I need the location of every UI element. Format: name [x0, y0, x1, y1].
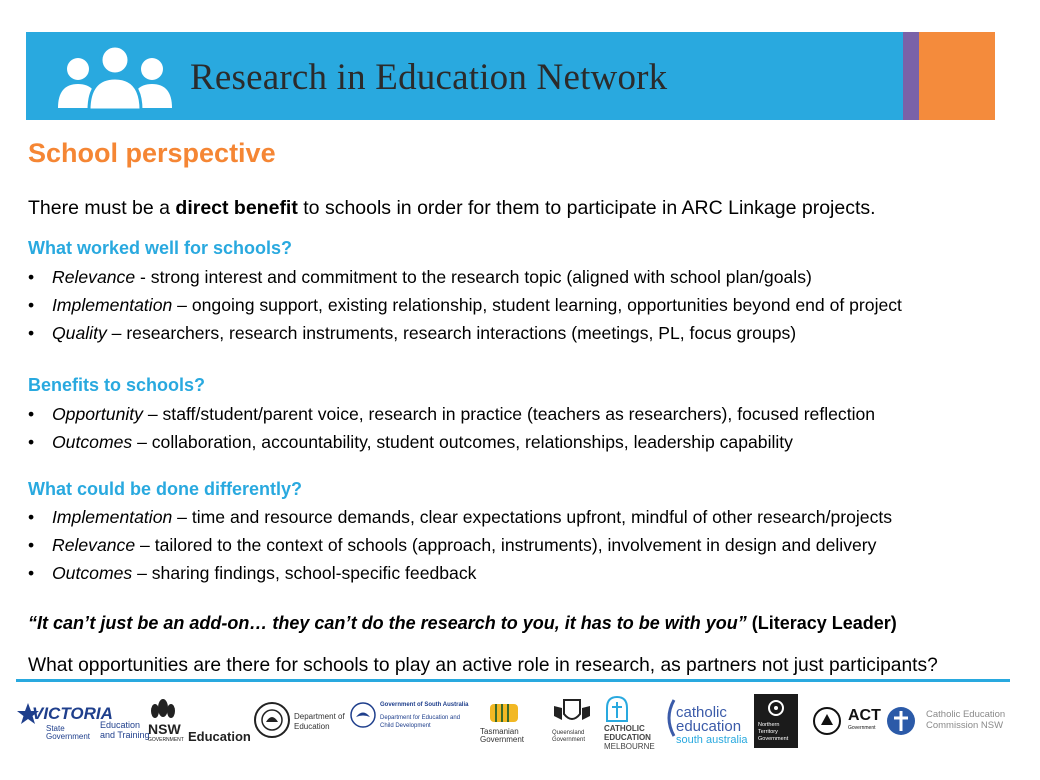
- wa-dept-line2: Education: [294, 722, 330, 731]
- intro-text-before: There must be a: [28, 197, 176, 219]
- bullet-text: - strong interest and commitment to the research topic (aligned with school plan/goals): [135, 267, 812, 287]
- cecnsw-line2: Commission NSW: [926, 720, 1004, 731]
- victoria-sub-state: State: [46, 724, 65, 733]
- bullet-term: Relevance: [52, 267, 136, 287]
- people-group-icon: [42, 42, 182, 112]
- section-title-differently: What could be done differently?: [28, 479, 302, 499]
- bullet-marker: •: [28, 432, 35, 452]
- cem-line1: CATHOLIC: [604, 724, 645, 733]
- cesa-line1: catholic: [676, 704, 727, 721]
- quote-text: “It can’t just be an add-on… they can’t do the research to you, it has to be with you”: [28, 613, 747, 633]
- list-item: [28, 503, 892, 531]
- bullet-text: – collaboration, accountability, student outcomes, relationships, leadership capability: [132, 432, 793, 452]
- bullet-text: – ongoing support, existing relationship, student learning, opportunities beyond end of project: [172, 295, 902, 315]
- banner-purple-stripe: [903, 32, 919, 120]
- benefits-list: [28, 400, 875, 456]
- closing-question: What opportunities are there for schools to play an active role in research, as partners not just participants?: [28, 655, 938, 676]
- cecnsw-line1: Catholic Education: [926, 709, 1006, 720]
- bullet-text: – sharing findings, school-specific feedback: [132, 563, 477, 583]
- victoria-dept-line2: and Training: [100, 730, 150, 740]
- sa-piping-shrike-icon: [350, 702, 376, 728]
- nt-line2: Territory: [758, 729, 778, 735]
- quote-attribution: (Literacy Leader): [746, 613, 897, 633]
- qld-line1: Queensland: [552, 730, 585, 736]
- bullet-marker: •: [28, 267, 35, 287]
- wa-crest-icon: [254, 700, 290, 740]
- cesa-swoosh-icon: [664, 698, 676, 738]
- bullet-term: Implementation: [52, 295, 173, 315]
- bullet-text: – tailored to the context of schools (approach, instruments), involvement in design and delivery: [135, 535, 877, 555]
- list-item: [28, 291, 902, 319]
- intro-emphasis: direct benefit: [175, 197, 298, 219]
- cem-cross-icon: [606, 696, 628, 722]
- bullet-text: – researchers, research instruments, research interactions (meetings, PL, focus groups): [106, 323, 797, 343]
- nsw-government-logo: [148, 696, 250, 746]
- tasmanian-tiger-icon: [488, 696, 520, 726]
- bullet-marker: •: [28, 323, 35, 343]
- queensland-crest-icon: [552, 696, 592, 728]
- section-title-benefits: Benefits to schools?: [28, 375, 206, 395]
- sa-government-logo: [350, 698, 470, 746]
- act-sub: Government: [848, 725, 876, 731]
- act-wordmark: ACT: [848, 707, 881, 724]
- cesa-line3: south australia: [676, 734, 748, 746]
- differently-list: [28, 503, 892, 587]
- northern-territory-government-logo: [754, 694, 798, 748]
- bullet-term: Outcomes: [52, 432, 133, 452]
- bullet-marker: •: [28, 535, 35, 555]
- victoria-sub-government: Government: [46, 732, 91, 741]
- act-government-logo: [812, 704, 888, 740]
- catholic-education-melbourne-logo: [604, 696, 660, 754]
- sa-line1: Government of South Australia: [380, 702, 469, 708]
- bullet-term: Relevance: [52, 535, 136, 555]
- list-item: [28, 319, 902, 347]
- bullet-text: – time and resource demands, clear expectations upfront, mindful of other research/projects: [172, 507, 893, 527]
- bullet-term: Opportunity: [52, 404, 143, 424]
- section-title-worked-well: What worked well for schools?: [28, 238, 293, 258]
- nt-line1: Northern: [758, 722, 780, 728]
- tas-line1: Tasmanian: [480, 727, 519, 736]
- waratah-icon: [148, 698, 178, 722]
- header-banner: [26, 32, 995, 120]
- nsw-sub: GOVERNMENT: [148, 737, 184, 743]
- bullet-term: Quality: [52, 323, 107, 343]
- nt-desert-rose-icon: [766, 698, 786, 718]
- footer-divider: [16, 679, 1010, 682]
- bullet-term: Outcomes: [52, 563, 133, 583]
- cem-line2: EDUCATION: [604, 733, 651, 742]
- list-item: [28, 263, 902, 291]
- quote: [28, 613, 897, 634]
- sa-line2: Department for Education and: [380, 715, 461, 721]
- sa-line3: Child Development: [380, 723, 431, 729]
- catholic-education-commission-nsw-logo: [886, 704, 1016, 742]
- page-title: School perspective: [28, 138, 276, 168]
- act-crest-icon: [812, 706, 842, 736]
- nsw-wordmark: NSW: [148, 721, 181, 737]
- bullet-term: Implementation: [52, 507, 173, 527]
- worked-well-list: [28, 263, 902, 347]
- bullet-text: – staff/student/parent voice, research in practice (teachers as researchers), focused reflection: [142, 404, 876, 424]
- cecnsw-cross-icon: [886, 706, 916, 736]
- victoria-wordmark: VICTORIA: [32, 704, 113, 723]
- wa-education-logo: [254, 698, 346, 746]
- bullet-marker: •: [28, 563, 35, 583]
- qld-line2: Government: [552, 737, 586, 743]
- intro-paragraph: [28, 197, 876, 220]
- cem-line3: MELBOURNE: [604, 742, 655, 751]
- queensland-government-logo: [550, 696, 602, 750]
- intro-text-after: to schools in order for them to participate in ARC Linkage projects.: [297, 197, 876, 219]
- bullet-marker: •: [28, 507, 35, 527]
- list-item: [28, 400, 875, 428]
- banner-title: Research in Education Network: [190, 57, 668, 98]
- list-item: [28, 428, 875, 456]
- partner-logos-strip: [0, 690, 1040, 780]
- nt-line3: Government: [758, 736, 789, 742]
- bullet-marker: •: [28, 404, 35, 424]
- victoria-government-logo: [16, 698, 150, 748]
- nsw-dept: Education: [188, 729, 251, 744]
- cesa-line2: education: [676, 718, 742, 735]
- victoria-dept-line1: Education: [100, 720, 141, 730]
- wa-dept-line1: Department of: [294, 712, 345, 721]
- catholic-education-sa-logo: [664, 696, 748, 754]
- bullet-marker: •: [28, 295, 35, 315]
- tasmanian-government-logo: [476, 696, 532, 750]
- banner-color-band: [903, 32, 995, 120]
- list-item: [28, 559, 892, 587]
- list-item: [28, 531, 892, 559]
- tas-line2: Government: [480, 735, 525, 744]
